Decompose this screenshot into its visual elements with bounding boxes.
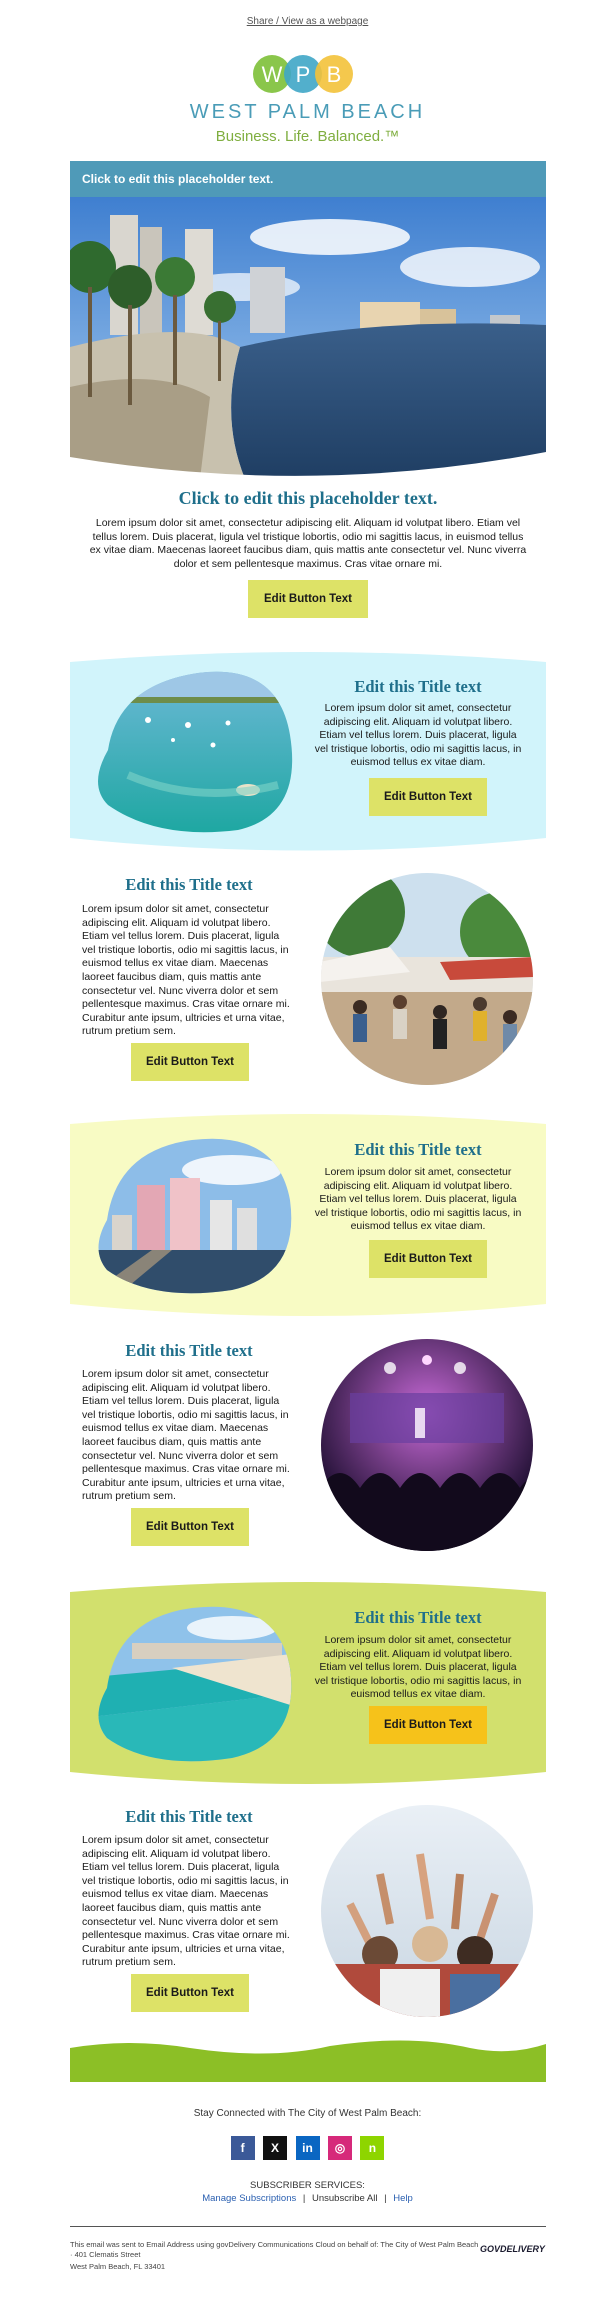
- instagram-icon[interactable]: ◎: [328, 2136, 352, 2160]
- facebook-icon[interactable]: f: [231, 2136, 255, 2160]
- intro-button[interactable]: Edit Button Text: [248, 580, 368, 618]
- subscriber-heading: SUBSCRIBER SERVICES:: [250, 2180, 365, 2191]
- section-2-body: Lorem ipsum dolor sit amet, consectetur adipiscing elit. Aliquam id volutpat libero. Etiam vel tellus lorem. Duis placerat, ligula vel tristique lobortis, odio mi sagittis lacus, in euismod tellus ex vitae diam. Maecenas laoreet faucibus diam, quis mattis ante consectetur vel. Nunc viverra dolor et sem pellentesque maximus. Cras vitae ornare mi. Curabitur ante ipsum, ultricies et urna vitae, rutrum pretium sem.: [82, 903, 290, 1038]
- separator: |: [384, 2193, 387, 2204]
- govdelivery-logo: GOVDELIVERY: [480, 2244, 545, 2254]
- logo-tagline: Business. Life. Balanced.™: [215, 128, 400, 145]
- unsubscribe-all-link[interactable]: Unsubscribe All: [311, 2193, 378, 2204]
- footer-divider: [70, 2226, 546, 2227]
- section-1-button[interactable]: Edit Button Text: [369, 778, 487, 816]
- section-4-image: [320, 1338, 534, 1552]
- subscriber-links: [0, 2193, 615, 2204]
- section-5-image: [82, 1598, 300, 1768]
- section-3-image: [82, 1130, 300, 1300]
- social-icons: [0, 2136, 615, 2160]
- section-2-button[interactable]: Edit Button Text: [131, 1043, 249, 1081]
- stay-connected-text: Stay Connected with The City of West Palm Beach:: [193, 2108, 422, 2119]
- wpb-logo: [252, 52, 367, 96]
- section-5-body: Lorem ipsum dolor sit amet, consectetur adipiscing elit. Aliquam id volutpat libero. Etiam vel tellus lorem. Duis placerat, ligula vel tristique lobortis, odio mi sagittis lacus, in euismod tellus ex vitae diam.: [314, 1634, 522, 1701]
- section-4-body: Lorem ipsum dolor sit amet, consectetur adipiscing elit. Aliquam id volutpat libero. Etiam vel tellus lorem. Duis placerat, ligula vel tristique lobortis, odio mi sagittis lacus, in euismod tellus ex vitae diam. Maecenas laoreet faucibus diam, quis mattis ante consectetur vel. Nunc viverra dolor et sem pellentesque maximus. Cras vitae ornare mi. Curabitur ante ipsum, ultricies et urna vitae, rutrum pretium sem.: [82, 1368, 290, 1503]
- section-6-title: Edit this Title text: [125, 1807, 253, 1826]
- section-5-title: Edit this Title text: [354, 1608, 482, 1627]
- hero-image: [70, 197, 546, 479]
- section-4-button[interactable]: Edit Button Text: [131, 1508, 249, 1546]
- x-icon[interactable]: X: [263, 2136, 287, 2160]
- separator: |: [302, 2193, 306, 2204]
- section-3-title: Edit this Title text: [354, 1140, 482, 1159]
- manage-subscriptions-link[interactable]: Manage Subscriptions: [202, 2193, 297, 2204]
- section-3-body: Lorem ipsum dolor sit amet, consectetur adipiscing elit. Aliquam id volutpat libero. Etiam vel tellus lorem. Duis placerat, ligula vel tristique lobortis, odio mi sagittis lacus, in euismod tellus ex vitae diam.: [314, 1166, 522, 1233]
- footer-sent-to-text: This email was sent to Email Address using govDelivery Communications Cloud on behalf of: The City of West Palm Beach · 401 Clematis Street: [70, 2240, 479, 2259]
- section-4-title: Edit this Title text: [125, 1341, 253, 1360]
- section-3-button[interactable]: Edit Button Text: [369, 1240, 487, 1278]
- intro-title: Click to edit this placeholder text.: [178, 488, 438, 508]
- intro-body: Lorem ipsum dolor sit amet, consectetur adipiscing elit. Aliquam id volutpat libero. Etiam vel tellus lorem. Duis placerat, ligula vel tristique lobortis, odio mi sagittis lacus, in euismod tellus ex vitae diam. Maecenas laoreet faucibus diam, quis mattis ante consectetur vel. Nunc viverra dolor et sem pellentesque maximus. Cras vitae ornare mi.: [89, 517, 527, 570]
- section-6-body: Lorem ipsum dolor sit amet, consectetur adipiscing elit. Aliquam id volutpat libero. Etiam vel tellus lorem. Duis placerat, ligula vel tristique lobortis, odio mi sagittis lacus, in euismod tellus ex vitae diam. Maecenas laoreet faucibus diam, quis mattis ante consectetur vel. Nunc viverra dolor et sem pellentesque maximus. Cras vitae ornare mi. Curabitur ante ipsum, ultricies et urna vitae, rutrum pretium sem.: [82, 1834, 290, 1969]
- green-wave-divider: [70, 2038, 546, 2082]
- section-6-button[interactable]: Edit Button Text: [131, 1974, 249, 2012]
- footer-address: West Palm Beach, FL 33401: [70, 2262, 166, 2271]
- view-as-webpage-link[interactable]: Share / View as a webpage: [246, 16, 369, 27]
- section-1-body: Lorem ipsum dolor sit amet, consectetur adipiscing elit. Aliquam id volutpat libero. Etiam vel tellus lorem. Duis placerat, ligula vel tristique lobortis, odio mi sagittis lacus, in euismod tellus ex vitae diam.: [314, 702, 522, 769]
- section-1-title: Edit this Title text: [354, 677, 482, 696]
- help-link[interactable]: Help: [393, 2193, 413, 2204]
- logo-letter-w: W: [261, 62, 283, 87]
- logo-letter-p: P: [295, 62, 311, 87]
- header-banner: Click to edit this placeholder text.: [70, 161, 546, 197]
- linkedin-icon[interactable]: in: [296, 2136, 320, 2160]
- nextdoor-icon[interactable]: n: [360, 2136, 384, 2160]
- logo-letter-b: B: [326, 62, 342, 87]
- section-6-image: [320, 1804, 534, 2018]
- logo-brand-text: WEST PALM BEACH: [189, 101, 426, 123]
- section-5-button[interactable]: Edit Button Text: [369, 1706, 487, 1744]
- section-2-title: Edit this Title text: [125, 875, 253, 894]
- section-2-image: [320, 872, 534, 1086]
- section-1-image: [78, 665, 303, 835]
